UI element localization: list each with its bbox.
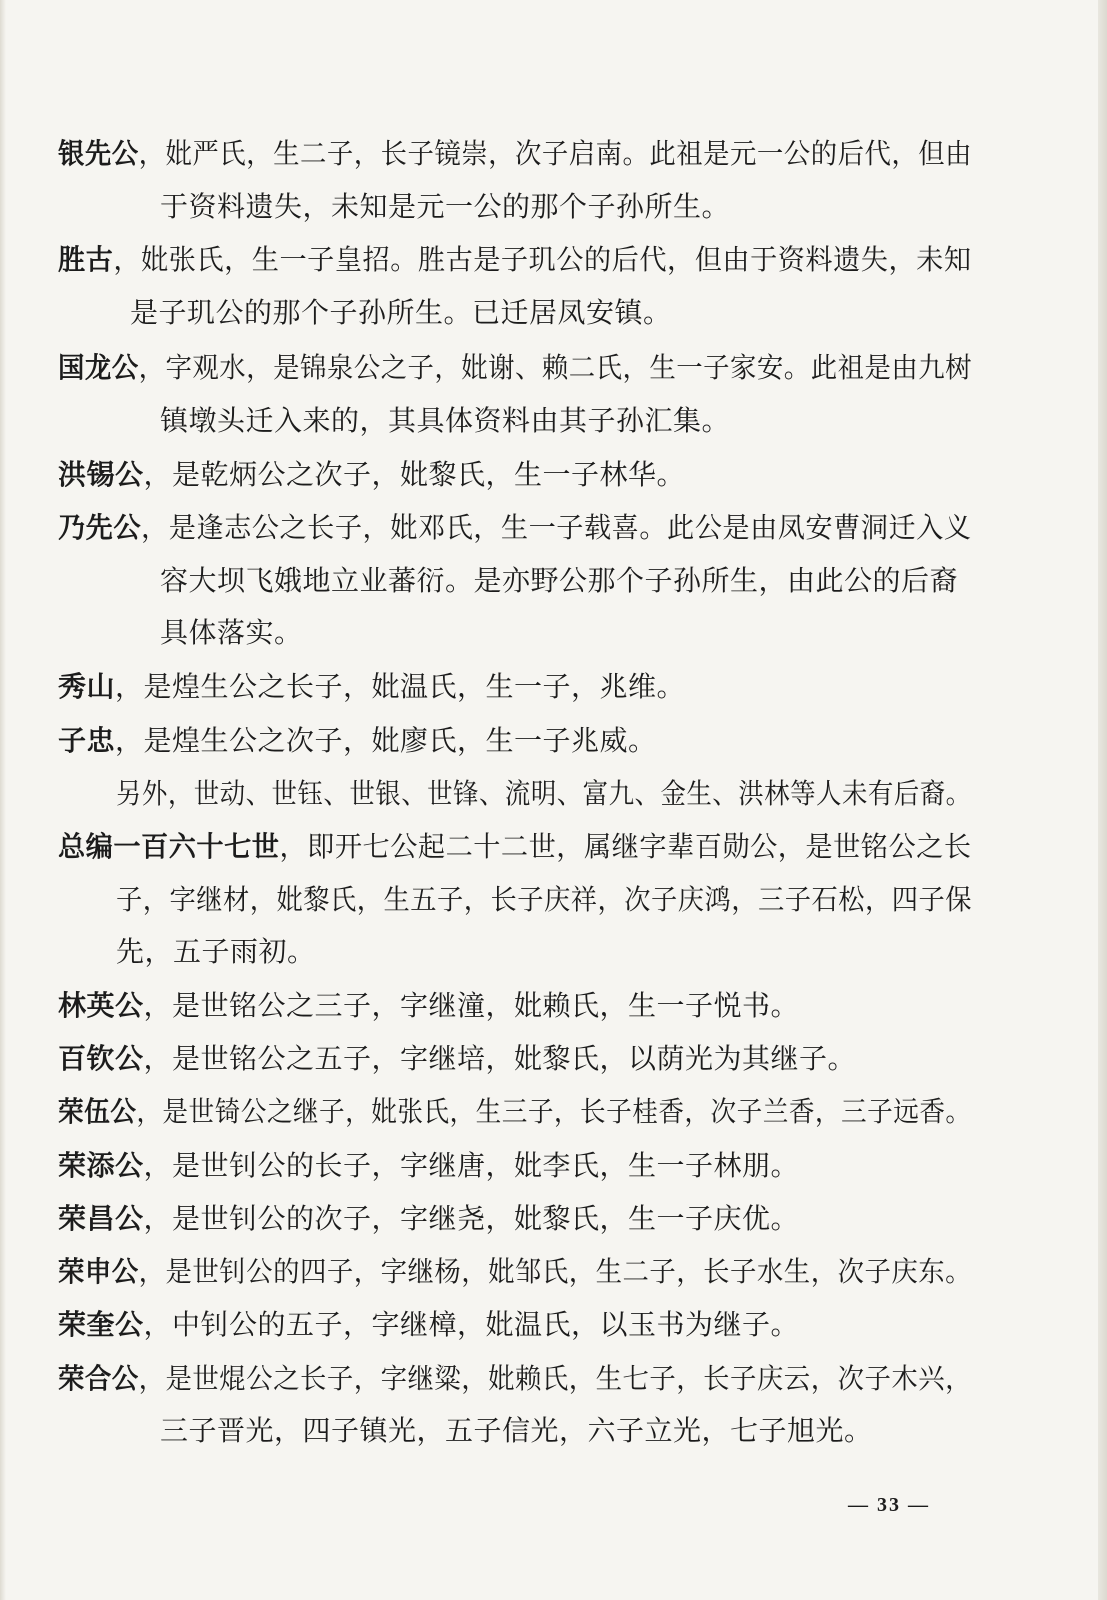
- entry-text: ，字观水，是锦泉公之子，妣谢、赖二氏，生一子家安。此祖是由九树: [138, 351, 972, 384]
- page-number: — 33 —: [848, 1494, 930, 1516]
- entry-name: 荣添公: [58, 1149, 144, 1182]
- entry-text: ，是世焜公之长子，字继粱，妣赖氏，生七子，长子庆云，次子木兴，: [138, 1362, 972, 1395]
- entry-name: 银先公: [58, 137, 139, 170]
- entry-continuation: 先，五子雨初。: [116, 935, 316, 968]
- entry-line: [58, 1255, 972, 1289]
- entry-line: [58, 670, 685, 704]
- entry-line: [58, 1095, 972, 1129]
- entry-text: ，是煌生公之长子，妣温氏，生一子，兆维。: [115, 670, 686, 703]
- entry-text: ，是世锜公之继子，妣张氏，生三子，长子桂香，次子兰香，三子远香。: [136, 1095, 972, 1128]
- entry-name: 荣昌公: [58, 1202, 144, 1235]
- scan-right-edge: [1098, 0, 1107, 1600]
- entry-text: ，妣张氏，生一子皇招。胜古是子玑公的后代，但由于资料遗失，未知: [113, 243, 972, 276]
- entry-line: [58, 1362, 972, 1396]
- entry-line: [58, 243, 972, 277]
- entry-name: 洪锡公: [58, 458, 144, 491]
- entry-text: ，是世铭公之五子，字继培，妣黎氏，以荫光为其继子。: [143, 1042, 857, 1075]
- entry-text: ，是世钊公的次子，字继尧，妣黎氏，生一子庆优。: [143, 1202, 800, 1235]
- entry-name: 百钦公: [58, 1042, 144, 1075]
- entry-name: 子忠: [58, 724, 116, 757]
- entry-text: ，是乾炳公之次子，妣黎氏，生一子林华。: [143, 458, 686, 491]
- entry-continuation: 子，字继材，妣黎氏，生五子，长子庆祥，次子庆鸿，三子石松，四子保: [116, 883, 973, 916]
- entry-line: [58, 1308, 799, 1342]
- entry-text: ，妣严氏，生二子，长子镜崇，次子启南。此祖是元一公的后代，但由: [138, 137, 972, 170]
- entry-continuation: 于资料遗失，未知是元一公的那个子孙所生。: [160, 190, 731, 223]
- entry-text: ，即开七公起二十二世，属继字辈百勋公，是世铭公之长: [279, 830, 972, 863]
- entry-name: 胜古: [58, 243, 114, 276]
- entry-line: [58, 1042, 856, 1076]
- entry-line: [58, 989, 799, 1023]
- entry-name: 荣合公: [58, 1362, 139, 1395]
- entry-text: ，是世钊公的长子，字继唐，妣李氏，生一子林朋。: [143, 1149, 800, 1182]
- entry-name: 林英公: [58, 989, 144, 1022]
- entry-name: 荣伍公: [58, 1095, 137, 1128]
- entry-line: [58, 1202, 799, 1236]
- paragraph-note: 另外，世动、世钰、世银、世锋、流明、富九、金生、洪林等人未有后裔。: [116, 777, 972, 810]
- scan-left-edge: [0, 0, 6, 1600]
- entry-line: [58, 137, 972, 171]
- entry-text: ，是煌生公之次子，妣廖氏，生一子兆威。: [115, 724, 657, 757]
- entry-line: [58, 724, 657, 758]
- entry-text: ，是世铭公之三子，字继潼，妣赖氏，生一子悦书。: [143, 989, 800, 1022]
- entry-line: [58, 458, 685, 492]
- entry-text: ，是逢志公之长子，妣邓氏，生一子载喜。此公是由凤安曹洞迁入义: [141, 511, 972, 544]
- entry-name: 荣奎公: [58, 1308, 144, 1341]
- entry-text: ，是世钊公的四子，字继杨，妣邹氏，生二子，长子水生，次子庆东。: [138, 1255, 972, 1288]
- entry-continuation: 容大坝飞娥地立业蕃衍。是亦野公那个子孙所生，由此公的后裔: [160, 564, 959, 597]
- entry-line: [58, 511, 972, 545]
- entry-line: [58, 830, 972, 864]
- entry-text: ，中钊公的五子，字继樟，妣温氏，以玉书为继子。: [143, 1308, 800, 1341]
- entry-continuation: 镇墩头迁入来的，其具体资料由其子孙汇集。: [160, 404, 731, 437]
- entry-line: [58, 351, 972, 385]
- entry-name: 荣申公: [58, 1255, 139, 1288]
- entry-name: 国龙公: [58, 351, 139, 384]
- entry-continuation: 是子玑公的那个子孙所生。已迁居凤安镇。: [130, 296, 672, 329]
- entry-name: 乃先公: [58, 511, 142, 544]
- entry-continuation: 三子晋光，四子镇光，五子信光，六子立光，七子旭光。: [160, 1414, 873, 1447]
- entry-line: [58, 1149, 799, 1183]
- entry-name: 秀山: [58, 670, 116, 703]
- entry-continuation: 具体落实。: [160, 616, 303, 649]
- entry-name: 总编一百六十七世: [58, 830, 280, 863]
